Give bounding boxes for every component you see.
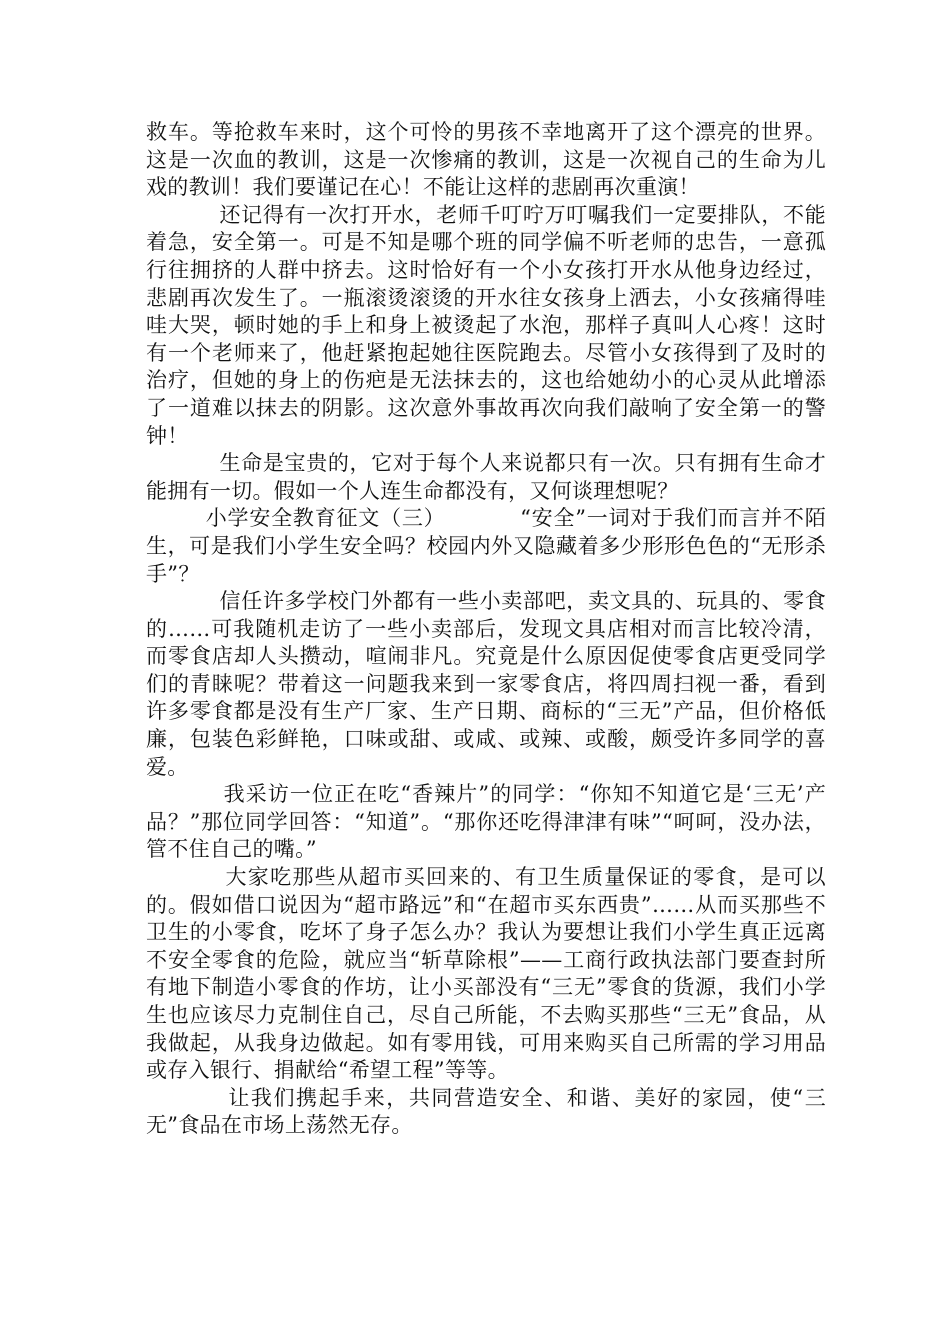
paragraph-hot-water-accident: 还记得有一次打开水，老师千叮咛万叮嘱我们一定要排队，不能着急，安全第一。可是不知是哪个班的同学偏不听老师的忠告，一意孤行往拥挤的人群中挤去。这时恰好有一个小女孩打开水从他身边经过，悲剧再次发生了。一瓶滚烫滚烫的开水往女孩身上洒去，小女孩痛得哇哇大哭，顿时她的手上和身上被烫起了水泡，那样子真叫人心疼！这时有一个老师来了，他赶紧抱起她往医院跑去。尽管小女孩得到了及时的治疗，但她的身上的伤疤是无法抹去的，这也给她幼小的心灵从此增添了一道难以抹去的阴影。这次意外事故再次向我们敲响了安全第一的警钟！ (146, 202, 826, 448)
document-body (146, 119, 826, 1140)
paragraph-essay-three-intro: 小学安全教育征文（三） “安全”一词对于我们而言并不陌生，可是我们小学生安全吗？校园内外又隐藏着多少形形色色的“无形杀手”？ (146, 506, 826, 586)
paragraph-suggestion: 大家吃那些从超市买回来的、有卫生质量保证的零食，是可以的。假如借口说因为“超市路远”和“在超市买东西贵”……从而买那些不卫生的小零食，吃坏了身子怎么办？我认为要想让我们小学生真正远离不安全零食的危险，就应当“斩草除根”——工商行政执法部门要查封所有地下制造小零食的作坊，让小买部没有“三无”零食的货源，我们小学生也应该尽力克制住自己，尽自己所能，不去购买那些“三无”食品，从我做起，从我身边做起。如有零用钱，可用来购买自己所需的学习用品或存入银行、捐献给“希望工程”等等。 (146, 865, 826, 1083)
paragraph-snack-shops: 信任许多学校门外都有一些小卖部吧，卖文具的、玩具的、零食的……可我随机走访了一些小卖部后，发现文具店相对而言比较冷清，而零食店却人头攒动，喧闹非凡。究竟是什么原因促使零食店更受同学们的青睐呢？带着这一问题我来到一家零食店，将四周扫视一番，看到许多零食都是没有生产厂家、生产日期、商标的“三无”产品，但价格低廉，包装色彩鲜艳，口味或甜、或咸、或辣、或酸，颇受许多同学的喜爱。 (146, 589, 826, 779)
paragraph-interview: 我采访一位正在吃“香辣片”的同学：“你知不知道它是‘三无’产品？”那位同学回答：“知道”。“那你还吃得津津有味”“呵呵，没办法，管不住自己的嘴。” (146, 782, 826, 862)
paragraph-ambulance-lesson: 救车。等抢救车来时，这个可怜的男孩不幸地离开了这个漂亮的世界。这是一次血的教训，这是一次惨痛的教训，这是一次视自己的生命为儿戏的教训！我们要谨记在心！不能让这样的悲剧再次重演！ (146, 120, 826, 200)
paragraph-life-precious: 生命是宝贵的，它对于每个人来说都只有一次。只有拥有生命才能拥有一切。假如一个人连生命都没有，又何谈理想呢？ (146, 451, 826, 503)
paragraph-conclusion: 让我们携起手来，共同营造安全、和谐、美好的家园，使“三无”食品在市场上荡然无存。 (146, 1085, 826, 1138)
